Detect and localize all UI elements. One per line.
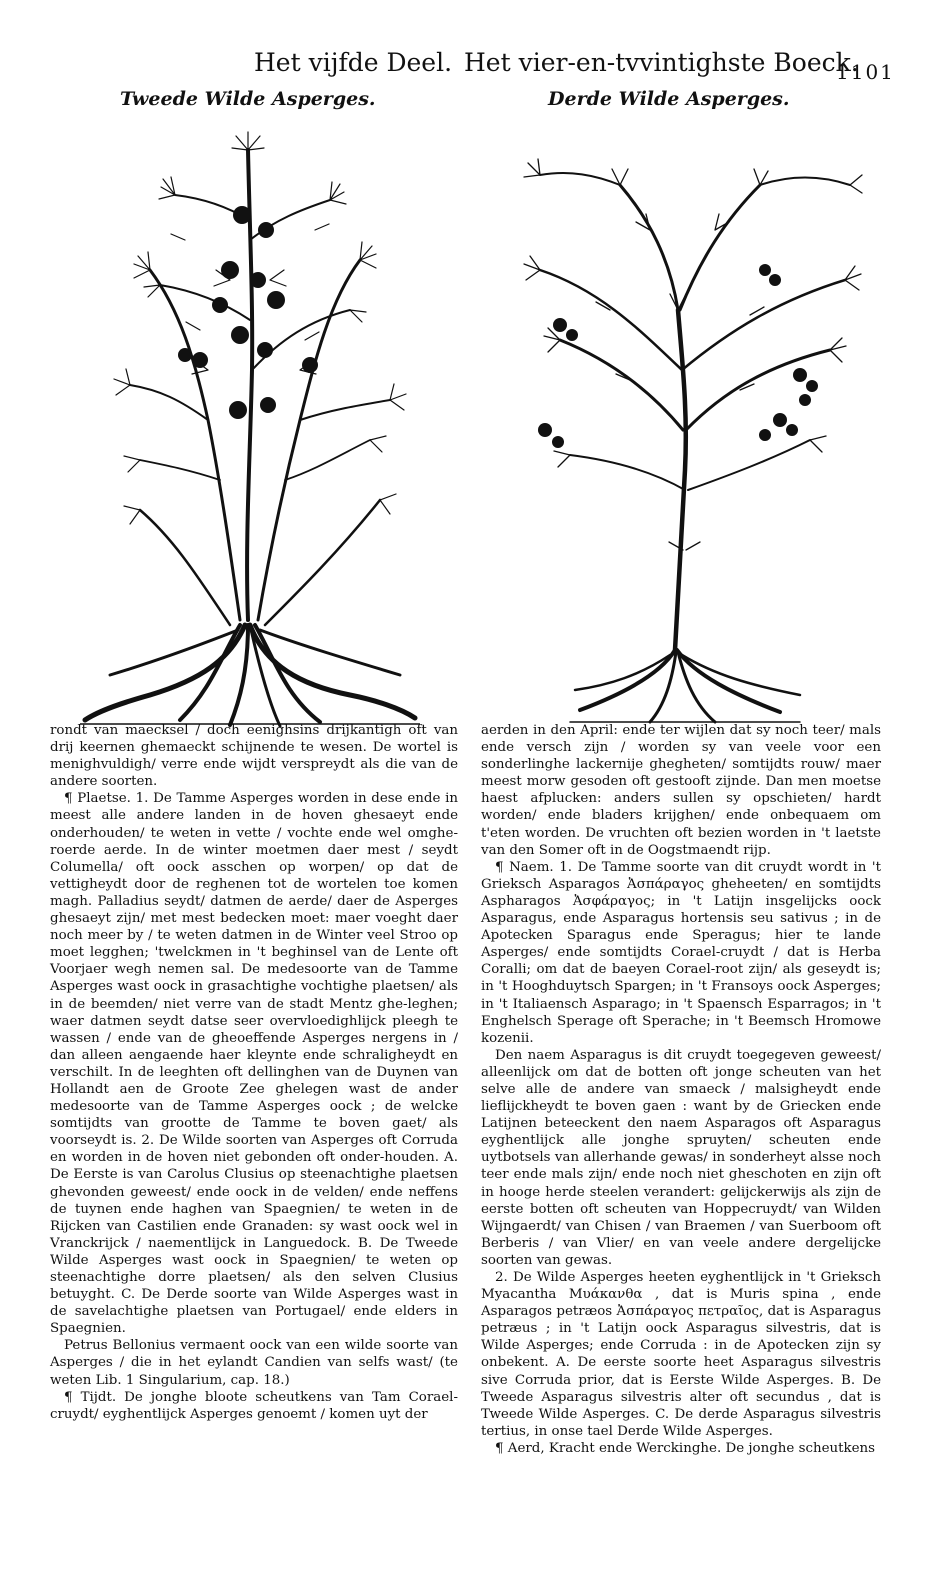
paragraph: ¶ Naem. 1. De Tamme soorte van dit cruydt wordt in 't Grieksch Asparagos Ἀσπάραγος gheheeten/ en somtijdts Aspharagos Ἀσφάραγος; in 't Latijn insgelijcks oock Asparagus, ende Asparagus hortensis seu sativus ; in de Apotecken Sparagus ende Speragus; hier te lande Asperges/ ende somtijdts Corael-cruydt / dat is Herba Coralli; om dat de baeyen Corael-root zijn/ als geseydt is; in 't Hooghduytsch Spargen; in 't Fransoys oock Asperges; in 't Italiaensch Asparago; in 't Spaensch Esparragos; in 't Enghelsch Sperage oft Sperache; in 't Beemsch Hromowe kozenii. — [481, 859, 881, 1046]
running-header-part: Het vijfde Deel. — [254, 48, 453, 77]
paragraph: ¶ Plaetse. 1. De Tamme Asperges worden in dese ende in meest alle andere landen in de hoven ghesaeyt ende onderhouden/ te weten in vette / vochte ende wel omghe-roerde aerde. In de winter moetmen daer mest / seydt Columella/ oft oock asschen op worpen/ op dat de vettigheydt door de reghenen tot de wortelen toe komen magh. Palladius seydt/ datmen de aerde/ daer de Asperges ghesaeyt zijn/ met mest bedecken moet: maer voeght daer noch meer by / te weten datmen in de Winter veel Stroo op moet legghen; 'twelckmen in 't beghinsel van de Lente oft Voorjaer wegh nemen sal. De medesoorte van de Tamme Asperges wast oock in grasachtighe vochtighe plaetsen/ als in de beemden/ niet verre van de stadt Mentz ghe-leghen; waer datmen seydt datse seer overvloedighlijck pleegh te wassen / ende van de gheoeffende Asperges nergens in / dan alleen aengaende haer kleynte ende schraligheydt en verschilt. In de leeghten oft dellinghen van de Duynen van Hollandt aen de Groote Zee ghelegen wast de ander medesoorte van de Tamme Asperges oock ; de welcke somtijdts van grootte de Tamme te boven gaet/ als voorseydt is. 2. De Wilde soorten van Asperges oft Corruda en worden in de hoven niet gebonden oft onder-houden. A. De Eerste is van Carolus Clusius op steenachtighe plaetsen ghevonden geweest/ ende oock in de velden/ ende neffens de tuynen ende haghen van Spaegnien/ te weten in de Rijcken van Castilien ende Granaden: sy wast oock wel in Vranckrijck / naementlijck in Languedock. B. De Tweede Wilde Asperges wast oock in Spaegnien/ te weten op steenachtighe dorre plaetsen/ als den selven Clusius betuyght. C. De Derde soorte van Wilde Asperges wast in de savelachtighe plaetsen van Portugael/ ende elders in Spaegnien. — [50, 791, 458, 1337]
paragraph: ¶ Tijdt. De jonghe bloote scheutkens van Tam Corael-cruydt/ eyghentlijck Asperges genoemt / komen uyt der — [50, 1389, 458, 1422]
paragraph: aerden in den April: ende ter wijlen dat sy noch teer/ mals ende versch zijn / worden sy van veele voor een sonderlinghe lackernije ghegheten/ somtijdts rouw/ maer meest morw gesoden oft gestooft zijnde. Dan men moetse haest afplucken: anders sullen sy opschieten/ hardt worden/ ende bladers krijghen/ ende onbequaem om t'eten worden. De vruchten oft bezien worden in 't laetste van den Somer oft in de Oogstmaendt rijp. — [481, 723, 881, 858]
plate-caption-right: Derde Wilde Asperges. — [548, 88, 790, 110]
paragraph: rondt van maecksel / doch eenighsins drijkantigh oft van drij keernen ghemaeckt schijnende te wesen. De wortel is menighvuldigh/ verre ende wijdt verspreydt als die van de andere soorten. — [50, 723, 458, 790]
woodcut-illustration-right — [500, 130, 870, 730]
running-header-book: Het vier-en-tvvintighste Boeck. — [464, 48, 859, 77]
paragraph: 2. De Wilde Asperges heeten eyghentlijck in 't Grieksch Myacantha Μυάκανθα , dat is Muris spina , ende Asparagos petræos Ἀσπάραγος πετραῖος, dat is Asparagus petræus ; in 't Latijn oock Asparagus silvestris, dat is Wilde Asperges; ende Corruda : in de Apotecken zijn sy onbekent. A. De eerste soorte heet Asparagus silvestris sive Corruda prior, dat is Eerste Wilde Asperges. B. De Tweede Asparagus silvestris alter oft secundus , dat is Tweede Wilde Asperges. C. De derde Asparagus silvestris tertius, in onse tael Derde Wilde Asperges. — [481, 1270, 881, 1439]
paragraph: Den naem Asparagus is dit cruydt toegegeven geweest/ alleenlijck om dat de botten oft jonge scheuten van het selve alle de andere van smaeck / malsigheydt ende lieflijckheydt te boven gaen : want by de Griecken ende Latijnen beteeckent den naem Asparagos oft Asparagus eyghentlijck alle jonghe spruyten/ scheuten ende uytbotsels van allerhande gewas/ in sonderheyt alsse noch teer ende mals zijn/ ende noch niet gheschoten en zijn oft in hooge herde steelen verandert: gelijckerwijs als zijn de eerste botten oft scheuten van Hoppecruydt/ van Wilden Wijngaerdt/ van Chisen / van Braemen / van Suerboom oft Berberis / van Vlier/ en van veele andere dergelijcke soorten van gewas. — [481, 1047, 881, 1268]
woodcut-illustration-left — [80, 120, 420, 730]
text-column-right — [481, 722, 881, 1457]
text-column-left — [50, 722, 458, 1423]
page-number: 1101 — [836, 60, 895, 84]
plate-caption-left: Tweede Wilde Asperges. — [120, 88, 376, 110]
paragraph: Petrus Bellonius vermaent oock van een wilde soorte van Asperges / die in het eylandt Candien van selfs wast/ (te weten Lib. 1 Singularium, cap. 18.) — [50, 1338, 458, 1388]
paragraph: ¶ Aerd, Kracht ende Werckinghe. De jonghe scheutkens — [495, 1440, 876, 1456]
